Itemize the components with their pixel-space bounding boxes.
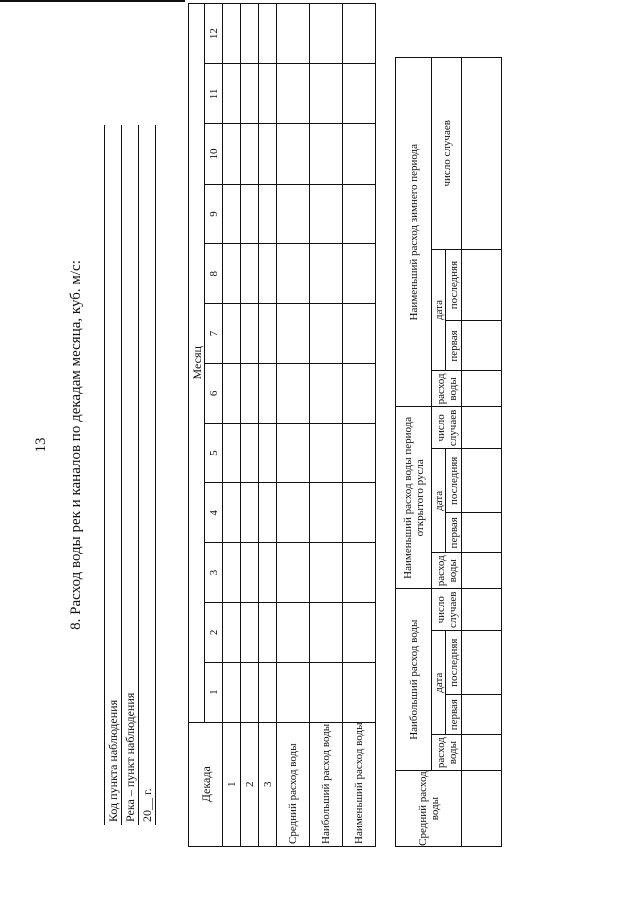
max-flow-label: Наибольший расход воды	[310, 722, 343, 846]
data-cell	[343, 4, 376, 64]
month-7: 7	[205, 304, 223, 364]
dekada-2-label: 2	[241, 722, 259, 846]
max-flow-group-header: Наибольший расход воды	[396, 589, 432, 771]
form-title: 8. Расход воды рек и каналов по декадам месяца, куб. м/с:	[68, 260, 84, 630]
data-cell	[462, 407, 502, 449]
data-cell	[223, 602, 241, 662]
month-8: 8	[205, 244, 223, 304]
data-cell	[277, 363, 310, 423]
data-cell	[277, 483, 310, 543]
table-row	[462, 58, 502, 847]
data-cell	[241, 184, 259, 244]
data-cell	[259, 4, 277, 64]
month-9: 9	[205, 184, 223, 244]
summary-flow-table	[395, 57, 502, 847]
open-count-header: число случаев	[432, 407, 462, 449]
data-cell	[343, 363, 376, 423]
data-cell	[277, 543, 310, 603]
month-10: 10	[205, 124, 223, 184]
data-cell	[241, 64, 259, 124]
data-cell	[259, 543, 277, 603]
month-number-row	[205, 4, 223, 847]
month-3: 3	[205, 543, 223, 603]
data-cell	[343, 483, 376, 543]
table-row	[343, 4, 376, 847]
month-4: 4	[205, 483, 223, 543]
data-cell	[259, 64, 277, 124]
open-flow-value-header: расход воды	[432, 553, 462, 589]
data-cell	[310, 184, 343, 244]
data-cell	[241, 244, 259, 304]
data-cell	[462, 553, 502, 589]
data-cell	[277, 4, 310, 64]
data-cell	[277, 244, 310, 304]
data-cell	[343, 64, 376, 124]
data-cell	[343, 304, 376, 364]
month-6: 6	[205, 363, 223, 423]
data-cell	[259, 483, 277, 543]
winter-count-header: число случаев	[432, 58, 462, 250]
month-5: 5	[205, 423, 223, 483]
open-channel-min-group-header: Наименьший расход воды периода открытого русла	[396, 407, 432, 589]
data-cell	[223, 363, 241, 423]
max-count-header: число случаев	[432, 589, 462, 631]
data-cell	[462, 771, 502, 847]
data-cell	[462, 735, 502, 771]
avg-flow-label: Средний расход воды	[277, 722, 310, 846]
winter-last-header: последняя	[446, 249, 462, 321]
data-cell	[310, 64, 343, 124]
data-cell	[241, 543, 259, 603]
dekada-1-label: 1	[223, 722, 241, 846]
data-cell	[259, 423, 277, 483]
data-cell	[343, 244, 376, 304]
data-cell	[343, 184, 376, 244]
year-label: 20__ г.	[139, 125, 156, 825]
data-cell	[310, 423, 343, 483]
data-cell	[343, 602, 376, 662]
data-cell	[241, 662, 259, 722]
data-cell	[259, 662, 277, 722]
data-cell	[277, 662, 310, 722]
min-flow-label: Наименьший расход воды	[343, 722, 376, 846]
data-cell	[223, 662, 241, 722]
data-cell	[259, 304, 277, 364]
max-date-header: дата	[432, 631, 446, 735]
data-cell	[310, 543, 343, 603]
data-cell	[343, 662, 376, 722]
data-cell	[223, 184, 241, 244]
data-cell	[259, 184, 277, 244]
data-cell	[462, 631, 502, 695]
data-cell	[259, 363, 277, 423]
max-flow-value-header: расход воды	[432, 735, 462, 771]
station-info-table	[104, 125, 156, 825]
data-cell	[310, 662, 343, 722]
data-cell	[259, 602, 277, 662]
data-cell	[310, 244, 343, 304]
data-cell	[223, 304, 241, 364]
data-cell	[462, 513, 502, 553]
avg-flow-header: Средний расход воды	[396, 771, 462, 847]
data-cell	[462, 449, 502, 513]
data-cell	[462, 321, 502, 371]
data-cell	[223, 483, 241, 543]
data-cell	[241, 602, 259, 662]
month-header: Месяц	[189, 4, 205, 723]
data-cell	[241, 4, 259, 64]
data-cell	[310, 363, 343, 423]
table-row	[259, 4, 277, 847]
data-cell	[310, 602, 343, 662]
data-cell	[241, 363, 259, 423]
data-cell	[223, 124, 241, 184]
data-cell	[259, 124, 277, 184]
winter-first-header: первая	[446, 321, 462, 371]
data-cell	[277, 124, 310, 184]
station-code-label: Код пункта наблюдения	[105, 125, 122, 825]
data-cell	[310, 483, 343, 543]
winter-date-header: дата	[432, 249, 446, 371]
open-date-header: дата	[432, 449, 446, 553]
data-cell	[277, 64, 310, 124]
data-cell	[462, 58, 502, 250]
month-2: 2	[205, 602, 223, 662]
data-cell	[462, 249, 502, 321]
max-last-header: последняя	[446, 631, 462, 695]
data-cell	[259, 244, 277, 304]
table-row	[223, 4, 241, 847]
data-cell	[223, 543, 241, 603]
max-first-header: первая	[446, 695, 462, 735]
table-row	[241, 4, 259, 847]
table-row	[310, 4, 343, 847]
monthly-flow-table	[188, 3, 376, 847]
data-cell	[343, 124, 376, 184]
winter-flow-value-header: расход воды	[432, 371, 462, 407]
data-cell	[223, 244, 241, 304]
data-cell	[462, 371, 502, 407]
data-cell	[223, 4, 241, 64]
data-cell	[310, 4, 343, 64]
month-1: 1	[205, 662, 223, 722]
page-number: 13	[33, 437, 49, 453]
data-cell	[310, 304, 343, 364]
data-cell	[462, 589, 502, 631]
data-cell	[462, 695, 502, 735]
open-last-header: последняя	[446, 449, 462, 513]
data-cell	[241, 423, 259, 483]
river-station-label: Река – пункт наблюдения	[122, 125, 139, 825]
open-first-header: первая	[446, 513, 462, 553]
data-cell	[277, 602, 310, 662]
month-12: 12	[205, 4, 223, 64]
table-row	[277, 4, 310, 847]
data-cell	[223, 423, 241, 483]
data-cell	[310, 124, 343, 184]
data-cell	[343, 543, 376, 603]
data-cell	[241, 304, 259, 364]
data-cell	[277, 304, 310, 364]
data-cell	[343, 423, 376, 483]
data-cell	[241, 483, 259, 543]
winter-min-group-header: Наименьший расход зимнего периода	[396, 58, 432, 407]
data-cell	[277, 184, 310, 244]
data-cell	[277, 423, 310, 483]
data-cell	[223, 64, 241, 124]
month-11: 11	[205, 64, 223, 124]
data-cell	[241, 124, 259, 184]
dekada-header: Декада	[189, 722, 223, 846]
dekada-3-label: 3	[259, 722, 277, 846]
